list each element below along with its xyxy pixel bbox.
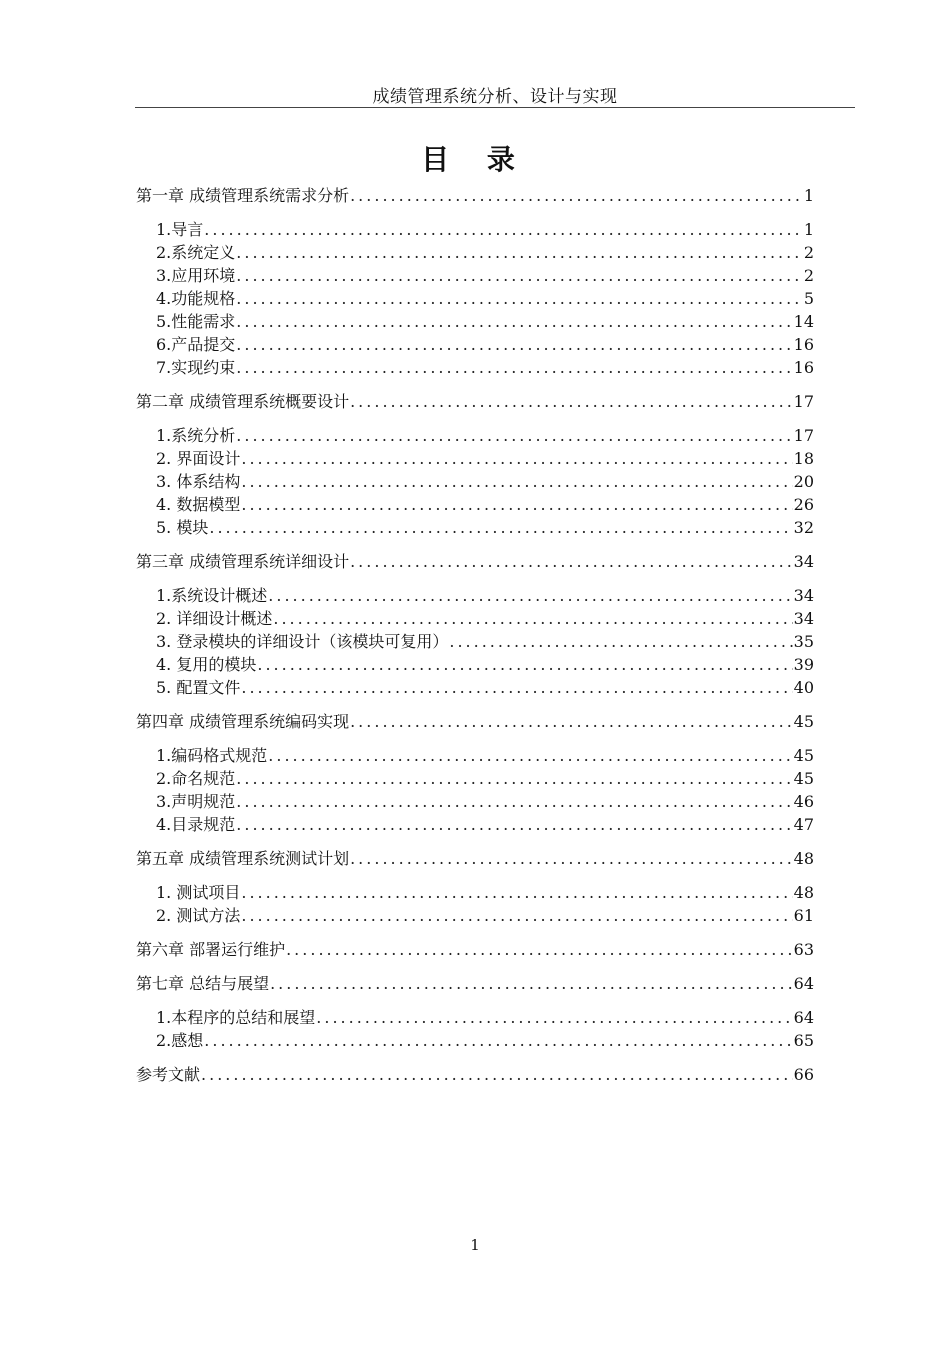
toc-entry-page: 48: [793, 883, 814, 902]
toc-section-entry[interactable]: [156, 745, 814, 767]
toc-entry-label: 4.目录规范: [156, 815, 236, 834]
toc-entry-page: 65: [793, 1031, 814, 1050]
toc-entry-label: 第七章 总结与展望: [136, 974, 270, 993]
toc-entry-page: 14: [793, 312, 814, 331]
toc-entry-label: 6.产品提交: [156, 335, 236, 354]
header-title: 成绩管理系统分析、设计与实现: [372, 87, 618, 107]
toc-section-entry[interactable]: [156, 677, 814, 699]
toc-section-entry[interactable]: [156, 425, 814, 447]
toc-chapter-entry[interactable]: [136, 185, 814, 207]
toc-dot-leader: [350, 711, 793, 733]
toc-entry-page: 45: [793, 712, 814, 731]
toc-entry-page: 64: [793, 1008, 814, 1027]
toc-entry-label: 2. 详细设计概述: [156, 609, 273, 628]
toc-dot-leader: [350, 185, 803, 207]
toc-entry-page: 32: [793, 518, 814, 537]
toc-dot-leader: [241, 448, 792, 470]
toc-entry-label: 2. 界面设计: [156, 449, 241, 468]
toc-entry-label: 3.声明规范: [156, 792, 236, 811]
toc-dot-leader: [236, 334, 792, 356]
toc-dot-leader: [236, 425, 792, 447]
toc-dot-leader: [316, 1007, 792, 1029]
toc-dot-leader: [241, 494, 792, 516]
toc-entry-label: 2. 测试方法: [156, 906, 241, 925]
toc-entry-label: 5. 模块: [156, 518, 209, 537]
toc-entry-page: 45: [793, 769, 814, 788]
toc-dot-leader: [204, 1030, 792, 1052]
toc-dot-leader: [209, 517, 792, 539]
toc-entry-label: 2.命名规范: [156, 769, 236, 788]
toc-entry-page: 40: [793, 678, 814, 697]
toc-section-entry[interactable]: [156, 905, 814, 927]
toc-section-entry[interactable]: [156, 1007, 814, 1029]
toc-entry-label: 5.性能需求: [156, 312, 236, 331]
toc-entry-page: 64: [793, 974, 814, 993]
toc-entry-page: 2: [803, 243, 814, 262]
toc-entry-page: 46: [793, 792, 814, 811]
toc-entry-page: 16: [793, 335, 814, 354]
toc-entry-label: 4. 数据模型: [156, 495, 241, 514]
toc-dot-leader: [236, 265, 803, 287]
toc-entry-label: 1.系统设计概述: [156, 586, 268, 605]
toc-entry-page: 39: [793, 655, 814, 674]
toc-chapter-entry[interactable]: [136, 848, 814, 870]
toc-chapter-entry[interactable]: [136, 1064, 814, 1086]
toc-entry-label: 1.本程序的总结和展望: [156, 1008, 316, 1027]
toc-entry-label: 第六章 部署运行维护: [136, 940, 286, 959]
toc-dot-leader: [270, 973, 793, 995]
toc-dot-leader: [286, 939, 793, 961]
toc-entry-page: 17: [793, 426, 814, 445]
toc-dot-leader: [241, 471, 792, 493]
toc-entry-page: 66: [793, 1065, 814, 1084]
toc-entry-page: 63: [793, 940, 814, 959]
toc-dot-leader: [236, 311, 792, 333]
page-number: 1: [470, 1236, 480, 1254]
toc-entry-label: 第四章 成绩管理系统编码实现: [136, 712, 350, 731]
toc-dot-leader: [236, 768, 792, 790]
toc-entry-label: 第二章 成绩管理系统概要设计: [136, 392, 350, 411]
toc-section-entry[interactable]: [156, 608, 814, 630]
toc-entry-page: 34: [793, 586, 814, 605]
toc-dot-leader: [236, 814, 792, 836]
toc-entry-page: 5: [803, 289, 814, 308]
toc-section-entry[interactable]: [156, 814, 814, 836]
toc-entry-page: 20: [793, 472, 814, 491]
toc-entry-label: 参考文献: [136, 1065, 201, 1084]
toc-chapter-entry[interactable]: [136, 939, 814, 961]
toc-section-entry[interactable]: [156, 517, 814, 539]
toc-entry-label: 第五章 成绩管理系统测试计划: [136, 849, 350, 868]
toc-section-entry[interactable]: [156, 631, 814, 653]
toc-section-entry[interactable]: [156, 471, 814, 493]
toc-entry-label: 7.实现约束: [156, 358, 236, 377]
toc-entry-page: 16: [793, 358, 814, 377]
toc-dot-leader: [236, 791, 792, 813]
toc-section-entry[interactable]: [156, 242, 814, 264]
toc-entry-page: 1: [803, 220, 814, 239]
toc-entry-label: 1. 测试项目: [156, 883, 241, 902]
toc-entry-page: 48: [793, 849, 814, 868]
toc-entry-page: 35: [793, 632, 814, 651]
toc-dot-leader: [273, 608, 792, 630]
toc-dot-leader: [449, 631, 792, 653]
toc-section-entry[interactable]: [156, 791, 814, 813]
toc-entry-page: 26: [793, 495, 814, 514]
toc-dot-leader: [350, 848, 793, 870]
toc-section-entry[interactable]: [156, 448, 814, 470]
toc-section-entry[interactable]: [156, 1030, 814, 1052]
toc-section-entry[interactable]: [156, 585, 814, 607]
toc-entry-label: 1.导言: [156, 220, 204, 239]
toc-chapter-entry[interactable]: [136, 973, 814, 995]
toc-entry-page: 1: [803, 186, 814, 205]
toc-entry-label: 3. 登录模块的详细设计（该模块可复用）: [156, 632, 449, 651]
toc-heading: 目 录: [421, 143, 529, 176]
toc-entry-page: 47: [793, 815, 814, 834]
toc-section-entry[interactable]: [156, 288, 814, 310]
toc-entry-label: 第三章 成绩管理系统详细设计: [136, 552, 350, 571]
toc-dot-leader: [241, 905, 792, 927]
toc-dot-leader: [241, 882, 792, 904]
toc-chapter-entry[interactable]: [136, 551, 814, 573]
toc-chapter-entry[interactable]: [136, 711, 814, 733]
toc-entry-label: 1.编码格式规范: [156, 746, 268, 765]
toc-section-entry[interactable]: [156, 265, 814, 287]
toc-section-entry[interactable]: [156, 334, 814, 356]
toc-dot-leader: [350, 391, 793, 413]
toc-section-entry[interactable]: [156, 768, 814, 790]
toc-entry-label: 5. 配置文件: [156, 678, 241, 697]
toc-entry-label: 4.功能规格: [156, 289, 236, 308]
toc-entry-label: 2.感想: [156, 1031, 204, 1050]
toc-entry-page: 17: [793, 392, 814, 411]
toc-dot-leader: [350, 551, 793, 573]
toc-entry-label: 3. 体系结构: [156, 472, 241, 491]
toc-entry-label: 2.系统定义: [156, 243, 236, 262]
toc-entry-label: 3.应用环境: [156, 266, 236, 285]
toc-section-entry[interactable]: [156, 357, 814, 379]
toc-entry-label: 第一章 成绩管理系统需求分析: [136, 186, 350, 205]
toc-section-entry[interactable]: [156, 494, 814, 516]
toc-dot-leader: [236, 288, 803, 310]
toc-chapter-entry[interactable]: [136, 391, 814, 413]
toc-dot-leader: [268, 745, 792, 767]
toc-entry-label: 1.系统分析: [156, 426, 236, 445]
toc-dot-leader: [241, 677, 792, 699]
toc-entry-page: 34: [793, 609, 814, 628]
toc-dot-leader: [268, 585, 792, 607]
toc-entry-page: 61: [793, 906, 814, 925]
toc-entry-page: 45: [793, 746, 814, 765]
toc-entry-page: 2: [803, 266, 814, 285]
toc-dot-leader: [236, 357, 792, 379]
toc-dot-leader: [236, 242, 803, 264]
toc-entry-label: 4. 复用的模块: [156, 655, 257, 674]
toc-section-entry[interactable]: [156, 654, 814, 676]
toc-dot-leader: [257, 654, 792, 676]
toc-section-entry[interactable]: [156, 882, 814, 904]
toc-entry-page: 34: [793, 552, 814, 571]
toc-section-entry[interactable]: [156, 219, 814, 241]
toc-section-entry[interactable]: [156, 311, 814, 333]
toc-dot-leader: [204, 219, 803, 241]
toc-entry-page: 18: [793, 449, 814, 468]
toc-dot-leader: [201, 1064, 793, 1086]
